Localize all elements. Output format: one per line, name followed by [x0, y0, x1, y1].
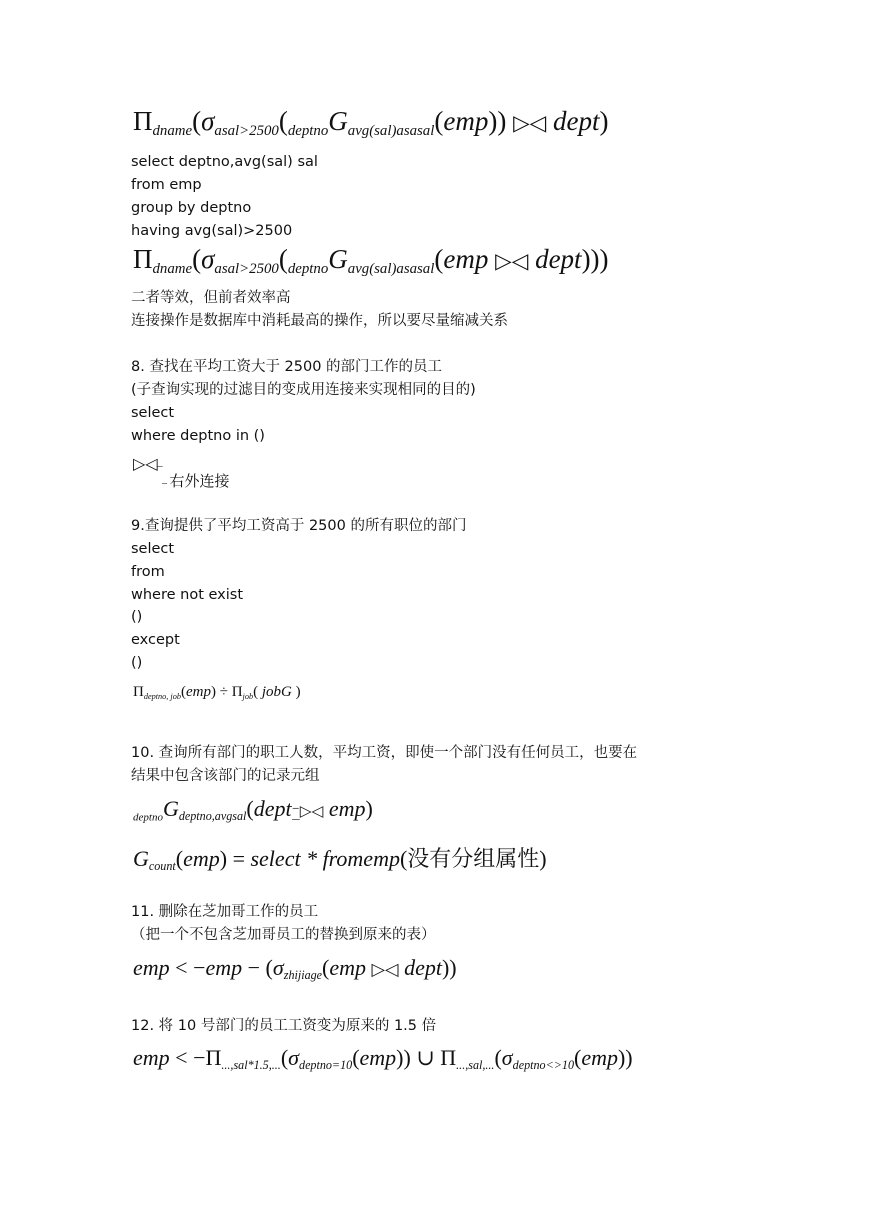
q8-line-1: select — [131, 405, 175, 421]
right-outer-join-label: – 右外连接 — [162, 474, 230, 490]
formula-delete: emp < $-emp - (\sigma_{zhijiage}(emp$ ▷◁ dept)) — [133, 955, 457, 983]
q11-subtitle: （把一个不包含芝加哥员工的替换到原来的表） — [131, 927, 436, 943]
q10-title-line-1: 10. 查询所有部门的职工人数，平均工资，即使一个部门没有任何员工，也要在 — [131, 745, 638, 761]
note-line-1: 二者等效，但前者效率高 — [131, 290, 291, 306]
q9-line-2: from — [131, 564, 165, 580]
q8-title: 8. 查找在平均工资大于 2500 的部门工作的员工 — [131, 359, 443, 375]
q8-subtitle: (子查询实现的过滤目的变成用连接来实现相同的目的) — [131, 382, 476, 398]
formula-division: $\Pi_{deptno, job}(emp) \div \Pi_{job}$( jobG ) — [133, 684, 301, 701]
formula-update: emp < $-\Pi_{...,sal*1.5,...}(\sigma_{deptno=10}(emp))$ ∪ $\Pi_{...,sal,...}(\sigma_{deptno<>10}(emp))$ — [133, 1045, 633, 1073]
sql1-line-3: group by deptno — [131, 200, 252, 216]
formula-1: $\Pi_{dname}(\sigma_{asal>2500}(_{deptno}G_{avg(sal)asasal}(emp))$ ▷◁ dept) — [133, 106, 609, 140]
sql1-line-1: select deptno,avg(sal) sal — [131, 154, 318, 170]
q9-line-6: () — [131, 655, 143, 671]
q9-line-3: where not exist — [131, 587, 244, 603]
note-line-2: 连接操作是数据库中消耗最高的操作，所以要尽量缩减关系 — [131, 313, 508, 329]
right-outer-join-symbol: ▷◁– — [133, 456, 163, 473]
q8-line-2: where deptno in () — [131, 428, 265, 444]
q10-title-line-2: 结果中包含该部门的记录元组 — [131, 768, 320, 784]
q12-title: 12. 将 10 号部门的员工工资变为原来的 1.5 倍 — [131, 1018, 437, 1034]
formula-group-outer-join: $_{deptno}G_{deptno,avgsal}(dept^-̲▷◁$ emp) — [133, 796, 373, 824]
right-outer-join-text: 右外连接 — [169, 474, 230, 490]
q9-title: 9.查询提供了平均工资高于 2500 的所有职位的部门 — [131, 518, 467, 534]
formula-count-note: (没有分组属性) — [399, 846, 547, 871]
q11-title: 11. 删除在芝加哥工作的员工 — [131, 904, 319, 920]
formula-count: $G_{count}(emp)$ = select * fromemp(没有分组属性) — [133, 846, 547, 874]
q9-line-1: select — [131, 541, 175, 557]
q9-line-4: () — [131, 609, 143, 625]
sql1-line-2: from emp — [131, 177, 202, 193]
formula-2: $\Pi_{dname}(\sigma_{asal>2500}(_{deptno}G_{avg(sal)asasal}(emp$ ▷◁ dept))) — [133, 244, 609, 278]
q9-line-5: except — [131, 632, 180, 648]
sql1-line-4: having avg(sal)>2500 — [131, 223, 293, 239]
